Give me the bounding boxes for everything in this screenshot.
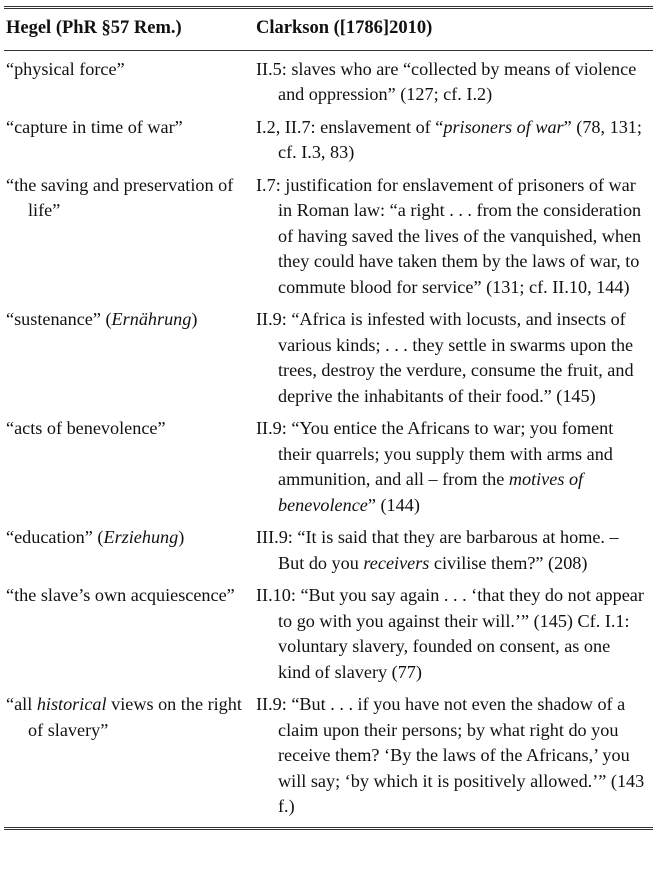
italic-text-segment: Ernährung <box>111 309 192 329</box>
table-row <box>4 688 653 823</box>
text-segment: I.7: justification for enslavement of prisoners of war in Roman law: “a right . . . from the consideration of having saved the lives of the vanquished, when they could have taken them by the laws of war, to commute blood for service” (131; cf. II.10, 144) <box>256 174 642 297</box>
hegel-term-cell <box>4 579 244 688</box>
italic-text-segment: motives of benevolence <box>278 469 584 515</box>
clarkson-reference-cell <box>244 303 653 412</box>
hegel-term-cell <box>4 50 244 111</box>
clarkson-reference-cell-text <box>256 416 647 518</box>
comparison-table <box>4 6 653 830</box>
hegel-term-cell-text <box>6 307 244 333</box>
text-segment: ” (78, 131; cf. I.3, 83) <box>278 116 642 162</box>
italic-text-segment: Erziehung <box>103 527 179 547</box>
text-segment: “acts of benevolence” <box>6 418 166 438</box>
clarkson-reference-cell <box>244 412 653 521</box>
hegel-term-cell-text <box>6 173 244 224</box>
table-row <box>4 111 653 169</box>
text-segment: II.9: “You entice the Africans to war; you foment their quarrels; you supply them with arms and ammunition, and all – from the <box>256 418 614 489</box>
text-segment: ” (144) <box>367 494 420 515</box>
text-segment: civilise them?” (208) <box>429 552 588 573</box>
text-segment: II.9: “But . . . if you have not even the shadow of a claim upon their persons; by what right do you receive them? ‘By the laws of the Africans,’ you will say; ‘by which it is positively allowed.’” (143 f.) <box>256 694 645 816</box>
clarkson-reference-cell <box>244 50 653 111</box>
comparison-table-grid <box>4 9 653 823</box>
italic-text-segment: historical <box>36 694 107 714</box>
hegel-term-cell-text <box>6 57 244 83</box>
text-segment: III.9: “It is said that they are barbarous at home. – But do you <box>256 527 619 573</box>
italic-text-segment: prisoners of war <box>443 116 564 137</box>
text-segment: “all <box>6 694 37 714</box>
text-segment: II.9: “Africa is infested with locusts, and insects of various kinds; . . . they settle in swarms upon the trees, destroy the verdure, consume the fruit, and deprive the inhabitants of their food.” (145) <box>256 309 634 406</box>
table-row <box>4 579 653 688</box>
table-body <box>4 50 653 823</box>
text-segment: II.5: slaves who are “collected by means of violence and oppression” (127; cf. I.2) <box>256 58 637 104</box>
text-segment: “sustenance” ( <box>6 309 112 329</box>
hegel-term-cell-text <box>6 692 244 743</box>
clarkson-reference-cell-text <box>256 307 647 409</box>
table-row <box>4 521 653 579</box>
text-segment: “education” ( <box>6 527 104 547</box>
text-segment: “capture in time of war” <box>6 116 183 137</box>
clarkson-reference-cell-text <box>256 173 647 301</box>
clarkson-reference-cell-text <box>256 583 647 685</box>
text-segment: ) <box>191 309 198 329</box>
text-segment: I.2, II.7: enslavement of “ <box>256 116 444 137</box>
text-segment: II.10: “But you say again . . . ‘that they do not appear to go with you against their will.’” (145) Cf. I.1: voluntary slavery, founded on consent, as one kind of slavery (77) <box>256 585 644 682</box>
hegel-term-cell <box>4 521 244 579</box>
header-row <box>4 9 653 50</box>
hegel-term-cell <box>4 169 244 304</box>
hegel-term-cell-text <box>6 583 244 609</box>
header-hegel: Hegel (PhR §57 Rem.) <box>4 9 244 50</box>
header-clarkson: Clarkson ([1786]2010) <box>244 9 653 50</box>
hegel-term-cell <box>4 111 244 169</box>
text-segment: “the saving and preservation of life” <box>6 174 234 220</box>
italic-text-segment: receivers <box>363 552 430 573</box>
text-segment: “the slave’s own acquiescence” <box>6 585 235 605</box>
table-row <box>4 169 653 304</box>
table-row <box>4 412 653 521</box>
text-segment: ) <box>178 527 185 547</box>
clarkson-reference-cell-text <box>256 57 647 108</box>
table-row <box>4 50 653 111</box>
hegel-term-cell <box>4 688 244 823</box>
hegel-term-cell-text <box>6 416 244 442</box>
bottom-double-rule <box>4 827 653 830</box>
table-row <box>4 303 653 412</box>
clarkson-reference-cell-text <box>256 692 647 820</box>
text-segment: views on the right of slavery” <box>28 694 242 740</box>
clarkson-reference-cell <box>244 579 653 688</box>
hegel-term-cell <box>4 412 244 521</box>
hegel-term-cell-text <box>6 525 244 551</box>
text-segment: “physical force” <box>6 58 125 79</box>
hegel-term-cell-text <box>6 115 244 141</box>
clarkson-reference-cell-text <box>256 115 647 166</box>
clarkson-reference-cell <box>244 111 653 169</box>
clarkson-reference-cell <box>244 169 653 304</box>
hegel-term-cell <box>4 303 244 412</box>
clarkson-reference-cell <box>244 521 653 579</box>
clarkson-reference-cell <box>244 688 653 823</box>
clarkson-reference-cell-text <box>256 525 647 576</box>
